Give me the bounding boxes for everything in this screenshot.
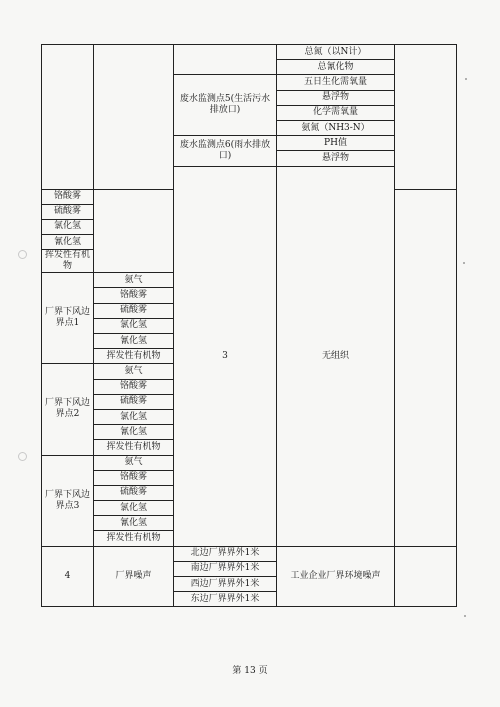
wastewater-point-6: 废水监测点6(雨水排放口) [174, 136, 277, 166]
monitoring-item: 氰化氢 [94, 425, 174, 440]
section4-standard: 工业企业厂界环境噪声 [277, 546, 395, 607]
continued-note-cell [395, 45, 457, 190]
monitoring-item: 悬浮物 [277, 90, 395, 105]
monitoring-item: 硫酸雾 [94, 485, 174, 500]
wastewater-point-5: 废水监测点5(生活污水排放口) [174, 75, 277, 136]
monitoring-item: 氰化氢 [42, 235, 94, 250]
punch-hole-mark [18, 452, 27, 461]
monitoring-item: 铬酸雾 [94, 288, 174, 303]
monitoring-item: 氨氮（NH3-N） [277, 120, 395, 135]
monitoring-item: 铬酸雾 [94, 470, 174, 485]
monitoring-item: 总氰化物 [277, 60, 395, 75]
section3-index: 3 [174, 166, 277, 546]
continued-category-cell [94, 45, 174, 190]
continued-index-cell [42, 45, 94, 190]
section3-category: 无组织 [277, 166, 395, 546]
monitoring-point: 厂界下风边界点1 [42, 273, 94, 364]
monitoring-item: 化学需氧量 [277, 105, 395, 120]
monitoring-item: 硫酸雾 [94, 394, 174, 409]
monitoring-item: 硫酸雾 [42, 204, 94, 219]
monitoring-item: 硫酸雾 [94, 303, 174, 318]
monitoring-item: 氨气 [94, 273, 174, 288]
continued-point-cell [174, 45, 277, 75]
noise-point: 西边厂界界外1米 [174, 577, 277, 592]
noise-point: 南边厂界界外1米 [174, 561, 277, 576]
section4-note [395, 546, 457, 607]
scan-speck [463, 262, 465, 264]
monitoring-item: 氯化氢 [94, 409, 174, 424]
monitoring-item: 总氮（以N计） [277, 45, 395, 60]
monitoring-item: 五日生化需氧量 [277, 75, 395, 90]
noise-point: 东边厂界界外1米 [174, 592, 277, 607]
punch-hole-mark [18, 250, 27, 259]
monitoring-table [41, 44, 457, 607]
section4-category: 厂界噪声 [94, 546, 174, 607]
monitoring-item: 氨气 [94, 364, 174, 379]
monitoring-item: PH值 [277, 136, 395, 151]
monitoring-point: 厂界下风边界点3 [42, 455, 94, 546]
monitoring-item: 氯化氢 [42, 219, 94, 234]
page-number: 第 13 页 [232, 666, 268, 676]
monitoring-item: 挥发性有机物 [94, 349, 174, 364]
monitoring-item: 铬酸雾 [42, 189, 94, 204]
monitoring-item: 氯化氢 [94, 501, 174, 516]
monitoring-point: 厂界下风边界点2 [42, 364, 94, 455]
monitoring-item: 挥发性有机物 [94, 440, 174, 455]
monitoring-item: 氯化氢 [94, 318, 174, 333]
monitoring-item: 氨气 [94, 455, 174, 470]
monitoring-item: 铬酸雾 [94, 379, 174, 394]
monitoring-item: 挥发性有机物 [94, 531, 174, 546]
monitoring-item: 挥发性有机物 [42, 250, 94, 273]
section4-index: 4 [42, 546, 94, 607]
noise-point: 北边厂界界外1米 [174, 546, 277, 561]
scan-speck [464, 615, 466, 617]
monitoring-item: 悬浮物 [277, 151, 395, 166]
monitoring-item: 氰化氢 [94, 516, 174, 531]
scan-speck [465, 78, 467, 80]
monitoring-item: 氰化氢 [94, 334, 174, 349]
